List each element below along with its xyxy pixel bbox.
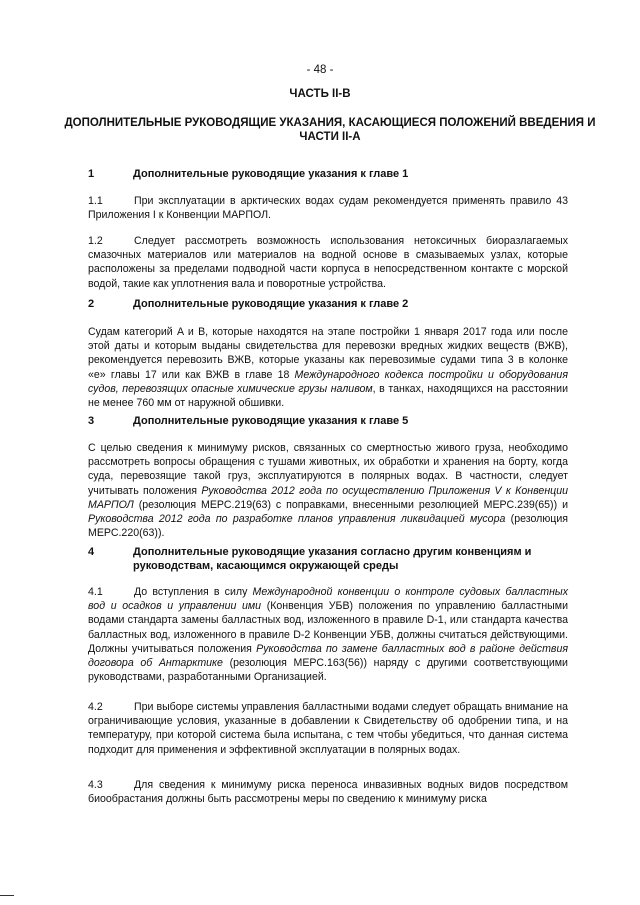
document-title: ДОПОЛНИТЕЛЬНЫЕ РУКОВОДЯЩИЕ УКАЗАНИЯ, КАСАЮЩИЕСЯ ПОЛОЖЕНИЙ ВВЕДЕНИЯ И ЧАСТИ II-A — [64, 117, 596, 143]
text-run: (резолюция МЕРС.220(63)). — [88, 513, 568, 540]
paragraph-text: Для сведения к минимуму риска переноса инвазивных водных видов посредством биообрастания должны быть рассмотрены меры по сведению к минимуму риска — [88, 779, 568, 806]
section-number: 3 — [88, 415, 95, 427]
page-number: - 48 - — [306, 64, 334, 76]
text-run: Судам категорий A и B, которые находятся на этапе постройки 1 января 2017 года или после этой даты и которым выданы свидетельства для перевозки вредных жидких веществ (ВЖВ), рекомендуется перевозить ВЖВ, которые указаны как перевозимые судами типа 3 в колонке «e» главы 17 или как ВЖВ в главе 18 — [88, 326, 568, 381]
paragraph-number: 1.2 — [88, 235, 103, 247]
paragraph-2 — [88, 325, 568, 410]
part-title: ЧАСТЬ II-B — [289, 88, 351, 100]
text-run-italic: Международного кодекса постройки и оборудования судов, перевозящих опасные химические грузы наливом — [88, 368, 568, 395]
text-run: (Конвенция УБВ) положения по управлению балластными водами стандарта замены балластных вод, изложенного в правиле D-1, или стандарта качества балластных вод, изложенного в правиле D-2 Конвенции УБВ, должны считаться действующими. Должны учитываться положения — [88, 600, 568, 655]
paragraph-number: 1.1 — [88, 195, 103, 207]
paragraph-text: Следует рассмотреть возможность использования нетоксичных биоразлагаемых смазочных материалов или материалов на водной основе в смазываемых узлах, которые расположены за пределами подводной части корпуса в непосредственном контакте с морской водой, такие как уплотнения вала и поворотные устройства. — [88, 235, 568, 290]
paragraph-4-3 — [88, 778, 568, 806]
page-edge-mark — [0, 895, 14, 896]
section-title: Дополнительные руководящие указания к главе 5 — [133, 415, 409, 427]
text-run: С целью сведения к минимуму рисков, связанных со смертностью живого груза, необходимо рассмотреть вопросы обращения с тушами животных, их обработки и хранения на борту, когда суда, перевозящие такой груз, эксплуатируются в полярных водах. В частности, следует учитывать положения — [88, 442, 568, 497]
section-2-heading — [88, 297, 568, 311]
paragraph-text: При выборе системы управления балластными водами следует обращать внимание на ограничивающие условия, указанные в добавлении к Свидетельству об одобрении типа, и на температуру, при которой система была испытана, с тем чтобы убедиться, что данная система подходит для применения и эффективной эксплуатации в полярных водах. — [88, 701, 568, 756]
section-4-heading — [88, 545, 568, 573]
paragraph-4-2 — [88, 700, 568, 757]
paragraph-3 — [88, 441, 568, 540]
paragraph-number: 4.3 — [88, 779, 103, 791]
section-1-heading — [88, 167, 568, 181]
section-title: Дополнительные руководящие указания к главе 2 — [133, 298, 409, 310]
section-number: 1 — [88, 168, 95, 180]
paragraph-1-1 — [88, 194, 568, 222]
paragraph-4-1 — [88, 585, 568, 684]
section-title: Дополнительные руководящие указания к главе 1 — [133, 168, 409, 180]
section-title: Дополнительные руководящие указания согласно другим конвенциям и руководствам, касающимся окружающей среды — [133, 546, 532, 572]
paragraph-number: 4.2 — [88, 701, 103, 713]
paragraph-number: 4.1 — [88, 586, 103, 598]
text-run-italic: Руководства 2012 года по осуществлению Приложения V к Конвенции МАРПОЛ — [88, 484, 568, 511]
paragraph-text: При эксплуатации в арктических водах судам рекомендуется применять правило 43 Приложения I к Конвенции МАРПОЛ. — [88, 195, 568, 222]
text-run-italic: Руководства по замене балластных вод в районе действия договора об Антарктике — [88, 642, 568, 670]
section-number: 4 — [88, 546, 95, 558]
text-run-italic: Руководства 2012 года по разработке планов управления ликвидацией мусора — [88, 513, 506, 526]
text-run-italic: Международной конвенции о контроле судовых балластных вод и осадков и управлении ими — [88, 586, 568, 613]
section-number: 2 — [88, 298, 95, 310]
text-run: (резолюция МЕРС.163(56)) наряду с другими соответствующими руководствами, разработанными Организацией. — [88, 657, 568, 684]
text-run: (резолюция МЕРС.219(63) с поправками, внесенными резолюцией МЕРС.239(65)) и — [133, 498, 568, 511]
paragraph-1-2 — [88, 234, 568, 291]
text-run: До вступления в силу — [134, 586, 253, 598]
text-run: , в танках, находящихся на расстоянии не менее 760 мм от наружной обшивки. — [88, 382, 568, 410]
section-3-heading — [88, 414, 568, 428]
